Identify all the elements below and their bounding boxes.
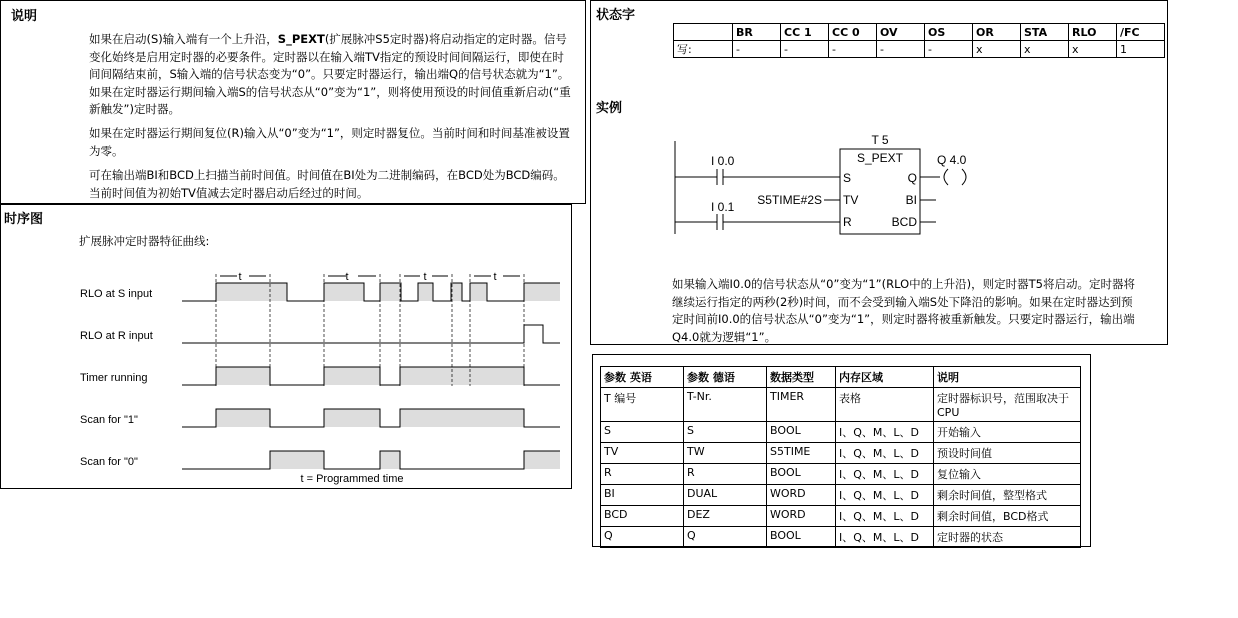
table-row — [601, 464, 1081, 485]
s-input-wave-high-segment — [216, 283, 287, 301]
param-cell: I、Q、M、L、D — [836, 527, 934, 548]
coil-label: Q 4.0 — [937, 153, 967, 167]
param-cell: BOOL — [767, 464, 836, 485]
description-p1-end: (扩展脉冲S5定时器)将启动指定的定时器。信号变化始终是启用定时器的必要条件。定时器以在输入端TV指定的预设时间间隔运行，即使在时间间隔结束前，S输入端的信号状态变为“0”。只要定时器运行，输出端Q的信号状态就为“1”。如果在定时器运行期间输入端S的信号状态从“0”变为“1”，则将使用预设的时间值重新启动(“重新触发”)定时器。 — [89, 32, 571, 116]
sw-value-cell: x — [973, 41, 1021, 58]
sw-value-cell: - — [877, 41, 925, 58]
description-heading: 说明 — [11, 9, 38, 24]
sw-header-cell: RLO — [1069, 24, 1117, 41]
param-cell: BCD — [601, 506, 684, 527]
scan-0-wave — [182, 451, 560, 469]
pin-s: S — [843, 171, 852, 185]
t-label-3: t — [423, 271, 427, 283]
contact-label-s: I 0.0 — [711, 154, 735, 168]
param-header-cell: 内存区域 — [836, 367, 934, 388]
timing-subtitle: 扩展脉冲定时器特征曲线: — [79, 234, 210, 248]
table-row — [601, 485, 1081, 506]
sw-header-cell: BR — [733, 24, 781, 41]
table-row — [601, 422, 1081, 443]
sw-header-cell: STA — [1021, 24, 1069, 41]
param-cell: DUAL — [684, 485, 767, 506]
scan-0-wave-high-segment — [524, 451, 560, 469]
table-row — [601, 527, 1081, 548]
param-cell: I、Q、M、L、D — [836, 422, 934, 443]
sw-header-cell: OS — [925, 24, 973, 41]
param-cell: WORD — [767, 485, 836, 506]
description-p1-bold: S_PEXT — [277, 32, 325, 46]
row-label-scan-1: Scan for "1" — [80, 414, 138, 426]
timing-footnote: t = Programmed time — [300, 473, 404, 485]
param-cell: BOOL — [767, 527, 836, 548]
example-explanation: 如果输入端I0.0的信号状态从“0”变为“1”(RLO中的上升沿)，则定时器T5将启动。定时器将继续运行指定的两秒(2秒)时间，而不会受到输入端S处下降沿的影响。如果在定时器达到预定时间前I0.0的信号状态从“0”变为“1”，则定时器将被重新触发。只要定时器运行，输出端Q4.0就为逻辑“1”。 — [672, 277, 1135, 344]
param-cell: TIMER — [767, 388, 836, 422]
sw-value-cell: 写: — [674, 41, 733, 58]
param-cell: 定时器标识号，范围取决于CPU — [934, 388, 1081, 422]
status-example-panel — [590, 0, 1168, 345]
sw-header-cell — [674, 24, 733, 41]
pin-r: R — [843, 215, 852, 229]
s-input-wave-high-segment — [524, 283, 560, 301]
row-label-timer-running: Timer running — [80, 372, 148, 384]
status-word-value-row — [674, 41, 1165, 58]
s-input-wave-high-segment — [324, 283, 364, 301]
param-cell: S — [684, 422, 767, 443]
param-header-cell: 数据类型 — [767, 367, 836, 388]
param-cell: BI — [601, 485, 684, 506]
contact-label-r: I 0.1 — [711, 200, 735, 214]
param-cell: 预设时间值 — [934, 443, 1081, 464]
sw-header-cell: OV — [877, 24, 925, 41]
parameter-panel — [592, 354, 1091, 547]
pin-q: Q — [907, 171, 917, 185]
param-cell: TW — [684, 443, 767, 464]
s-input-wave-high-segment — [470, 283, 487, 301]
param-header-cell: 说明 — [934, 367, 1081, 388]
param-cell: BOOL — [767, 422, 836, 443]
sw-value-cell: - — [781, 41, 829, 58]
timer-name: T 5 — [871, 133, 889, 147]
timer-running-wave-high-segment — [216, 367, 270, 385]
sw-value-cell: - — [925, 41, 973, 58]
param-cell: Q — [684, 527, 767, 548]
description-p1-start: 如果在启动(S)输入端有一个上升沿， — [89, 32, 278, 46]
timer-running-wave-high-segment — [324, 367, 380, 385]
row-label-r-input: RLO at R input — [80, 330, 153, 342]
description-paragraph-2: 如果在定时器运行期间复位(R)输入从“0”变为“1”，则定时器复位。当前时间和时间基准被设置为零。 — [89, 126, 570, 158]
param-cell: 剩余时间值，BCD格式 — [934, 506, 1081, 527]
param-cell: I、Q、M、L、D — [836, 464, 934, 485]
param-cell: 定时器的状态 — [934, 527, 1081, 548]
t-label-1: t — [238, 271, 242, 283]
timing-diagram-panel — [0, 204, 572, 489]
param-cell: R — [601, 464, 684, 485]
example-heading: 实例 — [596, 101, 623, 116]
t-label-2: t — [345, 271, 349, 283]
r-input-wave — [182, 325, 560, 343]
param-cell: 复位输入 — [934, 464, 1081, 485]
description-panel — [0, 0, 586, 204]
timing-heading: 时序图 — [4, 212, 44, 227]
tv-preset-label: S5TIME#2S — [757, 193, 822, 207]
parameter-table — [600, 366, 1081, 548]
table-row — [601, 443, 1081, 464]
scan-0-wave-high-segment — [270, 451, 324, 469]
param-cell: Q — [601, 527, 684, 548]
param-cell: S5TIME — [767, 443, 836, 464]
block-type: S_PEXT — [856, 151, 904, 165]
pin-bcd: BCD — [891, 215, 917, 229]
param-header-cell: 参数 英语 — [601, 367, 684, 388]
row-label-scan-0: Scan for "0" — [80, 456, 138, 468]
param-cell: I、Q、M、L、D — [836, 506, 934, 527]
pin-tv: TV — [843, 193, 859, 207]
status-word-header-row — [674, 24, 1165, 41]
sw-value-cell: x — [1021, 41, 1069, 58]
param-cell: 剩余时间值，整型格式 — [934, 485, 1081, 506]
param-cell: TV — [601, 443, 684, 464]
description-paragraph-1 — [89, 31, 575, 119]
t-label-4: t — [493, 271, 497, 283]
sw-header-cell: /FC — [1117, 24, 1165, 41]
param-cell: 开始输入 — [934, 422, 1081, 443]
ladder-diagram — [590, 126, 1168, 266]
status-word-heading: 状态字 — [596, 8, 636, 23]
param-cell: T 编号 — [601, 388, 684, 422]
s-input-wave-high-segment — [418, 283, 433, 301]
param-cell: S — [601, 422, 684, 443]
scan-0-wave-high-segment — [380, 451, 400, 469]
timer-running-wave-high-segment — [400, 367, 524, 385]
s-input-wave-high-segment — [451, 283, 462, 301]
param-cell: DEZ — [684, 506, 767, 527]
table-row — [601, 506, 1081, 527]
sw-value-cell: 1 — [1117, 41, 1165, 58]
status-word-table — [673, 23, 1165, 58]
sw-header-cell: OR — [973, 24, 1021, 41]
param-cell: T-Nr. — [684, 388, 767, 422]
sw-header-cell: CC 0 — [829, 24, 877, 41]
description-paragraph-3: 可在输出端BI和BCD上扫描当前时间值。时间值在BI处为二进制编码，在BCD处为BCD编码。当前时间值为初始TV值减去定时器启动后经过的时间。 — [89, 168, 565, 200]
sw-value-cell: - — [829, 41, 877, 58]
table-row — [601, 388, 1081, 422]
sw-header-cell: CC 1 — [781, 24, 829, 41]
pin-bi: BI — [905, 193, 917, 207]
parameter-header-row — [601, 367, 1081, 388]
param-cell: I、Q、M、L、D — [836, 485, 934, 506]
sw-value-cell: x — [1069, 41, 1117, 58]
param-cell: I、Q、M、L、D — [836, 443, 934, 464]
row-label-s-input: RLO at S input — [80, 288, 153, 300]
scan-1-wave-high-segment — [216, 409, 270, 427]
param-cell: 表格 — [836, 388, 934, 422]
s-input-wave-high-segment — [380, 283, 401, 301]
scan-1-wave-high-segment — [400, 409, 524, 427]
param-header-cell: 参数 德语 — [684, 367, 767, 388]
param-cell: R — [684, 464, 767, 485]
scan-1-wave-high-segment — [324, 409, 380, 427]
sw-value-cell: - — [733, 41, 781, 58]
timing-diagram — [0, 204, 572, 489]
param-cell: WORD — [767, 506, 836, 527]
